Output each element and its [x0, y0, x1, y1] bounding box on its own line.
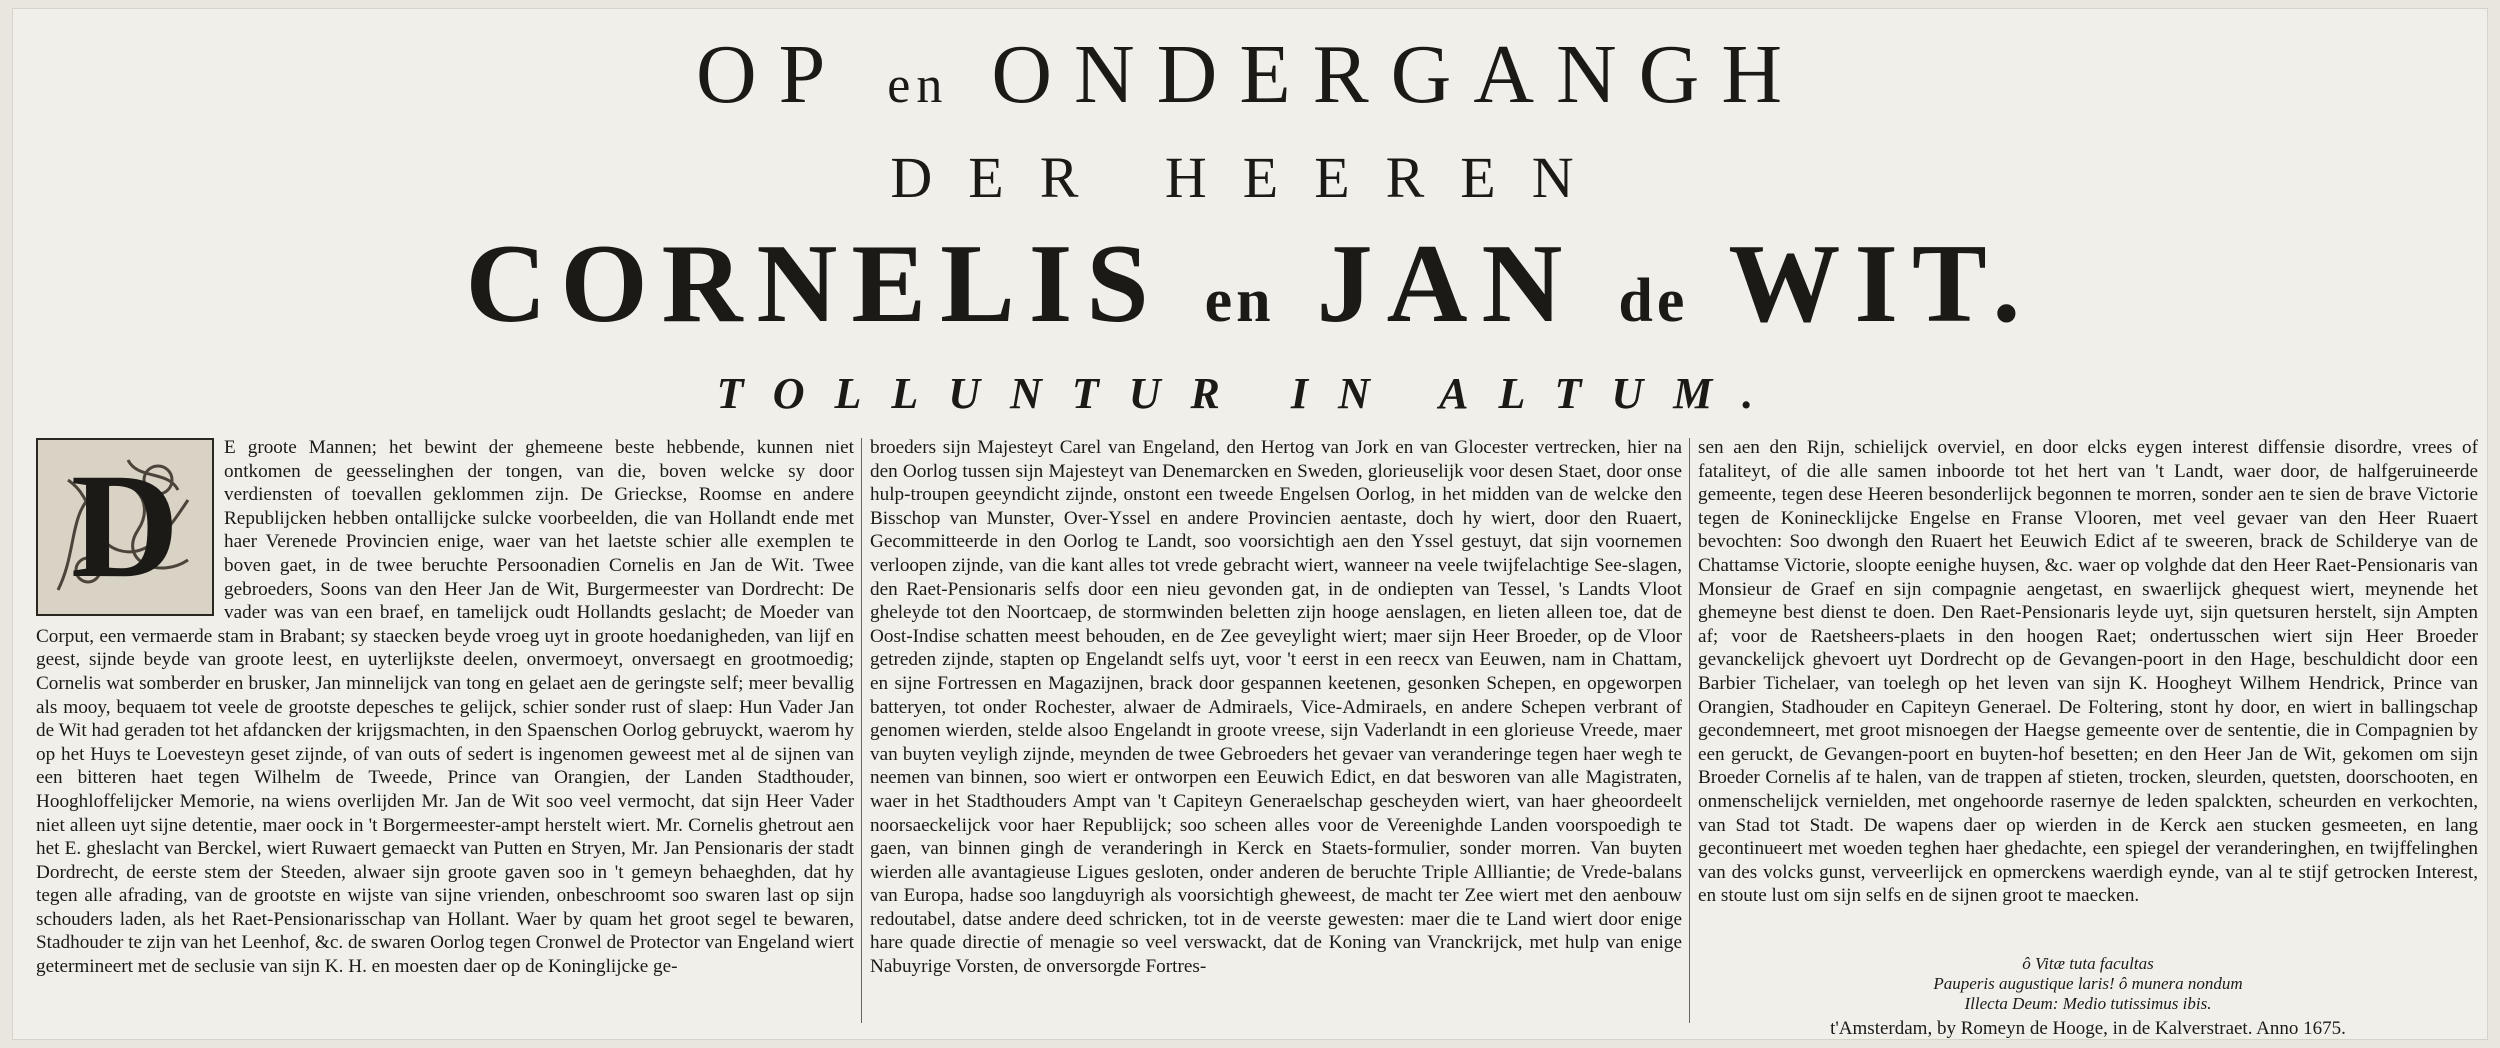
dropcap-letter: D: [70, 443, 180, 610]
title-line-3: [12, 220, 2488, 349]
colophon-line: Pauperis augustique laris! ô munera nondum: [1933, 974, 2243, 993]
title-wit: WIT.: [1728, 222, 2035, 346]
column-divider: [861, 438, 862, 1023]
title-op: OP: [696, 28, 845, 121]
text-column-2: [870, 436, 1682, 1026]
latin-colophon: [1698, 954, 2478, 1014]
title-de: de: [1618, 267, 1689, 335]
column-1-text: E groote Mannen; het bewint der ghemeene beste hebbende, kunnen niet ontkomen de geesselinghen der tongen, van die, boven welcke sy door verdiensten of toevallen geklommen zijn. De Grieckse, Roomse en andere Republijcken hebben ontallijcke sulcke voorbeelden, die van Hollandt ende met haer Verenede Provincien enige, waer van het laetste schier alle exemplen te boven gaet, in de twee beruchte Persoonadien Cornelis en Jan de Wit. Twee gebroeders, Soons van den Heer Jan de Wit, Burgermeester van Dordrecht: De vader was van een braef, en tamelijck oudt Hollandts geslacht; de Moeder van Corput, een vermaerde stam in Brabant; sy staecken beyde vroeg uyt in groote hoedanigheden, van lijf en geest, sijnde beyde van groote leest, en uyterlijkste deelen, onvermoeyt, onversaegt en grootmoedig; Cornelis wat somberder en brusker, Jan minnelijck van tong en gelaet aen de geringste self; meer bevallig als mooy, bequaem tot veele de grootste depesches te gelijck, schier sonder rust of slaep: Hun Vader Jan de Wit had geraden tot het afdancken der krijgsmachten, in den Spaenschen Oorlog gebruyckt, waerom hy op het Huys te Loevesteyn geset zijnde, of van outs of sedert is ingenomen geweest met al de sijnen van een bitteren haet tegen Wilhelm de Tweede, Prince van Orangien, der Landen Stadthouder, Hooghloffelijcker Memorie, na wiens overlijden Mr. Jan de Wit soo veel vermocht, dat sijn Heer Vader niet alleen uyt sijne detentie, maer oock in 't Borgermeester-ampt herstelt wiert. Mr. Cornelis ghetrout aen het E. gheslacht van Berckel, wiert Ruwaert gemaeckt van Putten en Stryen, Mr. Jan Pensionaris der stadt Dordrecht, de eerste stem der Steeden, alwaer sijn groote gaven soo in 't gemeyn behaeghden, dat hy tegen alle afrading, van de grootste en wijste van sijne vrienden, onbeschroomt soo swaren last op sijn schouders laden, als het Raet-Pensionarisschap van Hollant. Waer by quam het groot segel te bewaren, Stadhouder te zijn van het Leenhof, &c. de swaren Oorlog tegen Cronwel de Protector van Engeland wiert getermineert met de seclusie van sijn K. H. en moesten daer op de Koninglijcke ge-: [36, 437, 854, 978]
title-cornelis: CORNELIS: [465, 222, 1163, 346]
title-jan: JAN: [1316, 222, 1577, 346]
motto: TOLLUNTUR IN ALTUM.: [716, 369, 1784, 418]
colophon-line: ô Vitæ tuta facultas: [2022, 954, 2154, 973]
title-line-2: DER HEEREN: [890, 145, 1610, 210]
imprint: t'Amsterdam, by Romeyn de Hooge, in de Kalverstraet. Anno 1675.: [1830, 1018, 2346, 1039]
text-column-1: [36, 436, 854, 1026]
title-en-2: en: [1204, 267, 1275, 335]
column-divider: [1689, 438, 1690, 1023]
column-2-text: broeders sijn Majesteyt Carel van Engeland, den Hertog van Jork en van Glocester vertrecken, hier na den Oorlog tussen sijn Majesteyt van Denemarcken en Sweden, glorieuselijk voor desen Staet, door onse hulp-troupen geeyndicht zijnde, onstont een tweede Engelsen Oorlog, in het midden van de welcke den Bisschop van Munster, Over-Yssel en andere Provincien aentaste, doch hy wiert, door den Ruaert, Gecommitteerde in den Oorlog te Landt, soo voorsichtigh aen den Yssel gestuyt, dat sijn voornemen verloopen zijnde, van die kant alles tot vrede gebracht wiert, wanneer na veele twijfelachtige See-slagen, den Raet-Pensionaris selfs door een nieu gevonden gat, in de ondiepten van Tessel, 's Landts Vloot gheleyde tot den Noortcaep, de stormwinden beletten zijn hooge aenslagen, en lieten alleen toe, dat de Oost-Indise schatten meest behouden, en de Zee geveylight wiert; maer sijn Heer Broeder, op de Vloor getreden zijnde, stapten op Engelandt selfs uyt, voor 't eerst in een reecx van Eeuwen, nam in Chattam, en sijne Fortressen en Magazijnen, brack door gespannen keetenen, gesonken Schepen, en opgeworpen batteryen, tot onder Rochester, alwaer de Admiraels, Vice-Admiraels, en andere Schepen verbrant of genomen wierden, stelde alsoo Engelandt in groote vreese, sijn Vaderlandt in een glorieuse Vreede, maer van buyten veyligh zijnde, meynden de twee Gebroeders het gevaer van veranderinge tegen haer wegh te neemen van binnen, soo wiert er ontworpen een Eeuwich Edict, en dat besworen van alle Magistraten, waer in het Stadthouders Ampt van 't Capiteyn Generaelschap gescheyden wiert, van haer gheoordeelt noorsaeckelijck voor haer Republijck; soo scheen alles voor de Vereenighde Landen voorspoedigh te gaen, van binnen gingh de veranderingh in Kerck en Staets-formulier, sonder morren. Van buyten wierden alle avantagieuse Ligues gesloten, onder anderen de beruchte Triple Allliantie; de Vrede-balans van Europa, hadse soo langduyrigh als voorsichtigh gheweest, de macht ter Zee wiert met den aenbouw redoutabel, datse andere deed schricken, tot in de veerste gewesten: maer die te Land wiert door enige hare quade directie of menagie so veel verswackt, dat de Koning van Vranckrijck, met hulp van enige Nabuyrige Vorsten, de onversorgde Fortres-: [870, 437, 1682, 978]
column-3-text: sen aen den Rijn, schielijck overviel, en door elcks eygen interest diffensie disordre, vrees of fataliteyt, of die alle samen inboorde tot het hert van 't Landt, waer door, de halfgeruineerde gemeente, tegen dese Heeren besonderlijck begonnen te morren, sonder aen te sien de brave Victorie tegen de Koninecklijcke Engelse en Franse Vlooren, met veel gevaer van den Heer Ruaert bevochten: Soo dwongh den Ruaert het Eeuwich Edict af te sweeren, brack de Schilderye van de Chattamse Victorie, sloopte eenighe huysen, &c. waer op volghde dat den Heer Raet-Pensionaris van Monsieur de Graef en sijn compagnie aengetast, en swaerlijck ghequest wiert, meynende het ghemeyne best dienst te doen. Den Raet-Pensionaris leyde uyt, sijn quetsuren herstelt, sijn Ampten af; voor de Raetsheers-plaets in den hoogen Raet; ondertusschen wiert sijn Heer Broeder gevanckelijck ghevoert uyt Dordrecht op de Gevangen-poort in den Hage, beschuldicht door een Barbier Tichelaer, van toelegh op het leven van sijn K. Hoogheyt Wilhem Hendrick, Prince van Orangien, Stadhouder en Capiteyn Generael. De Foltering, stont hy door, en wiert in ballingschap gecondemneert, met groot misnoegen der Haegse gemeente over de sententie, die in Compagnien by een geruckt, de Gevangen-poort en buyten-hof besetten; en den Heer Jan de Wit, gekomen om sijn Broeder Cornelis af te halen, van de trappen af stieten, trocken, sleurden, quetsten, doorschooten, en onmenschelijck vernielden, met ongehoorde rasernye de leden spalckten, scheurden en verkochten, van Stad tot Stadt. De wapens daer op wierden in de Kerck aen stucken gesmeeten, en lang gecontinueert met woeden teghen haer ghedachte, een spiegel der veranderinghen, en twijffelinghen van des volcks gunst, verveerlijck en opmerckens waerdigh eynde, van al te stijf getrocken Interest, en stoute lust om sijn selfs en de sijnen groot te maecken.: [1698, 437, 2478, 907]
print-sheet: [12, 8, 2488, 1040]
title-en: en: [887, 57, 949, 114]
colophon-line: Illecta Deum: Medio tutissimus ibis.: [1964, 994, 2212, 1013]
title-line-1: [12, 26, 2488, 123]
text-column-3: [1698, 436, 2478, 946]
decorated-initial: [36, 438, 214, 616]
title-ondergangh: ONDERGANGH: [991, 28, 1804, 121]
